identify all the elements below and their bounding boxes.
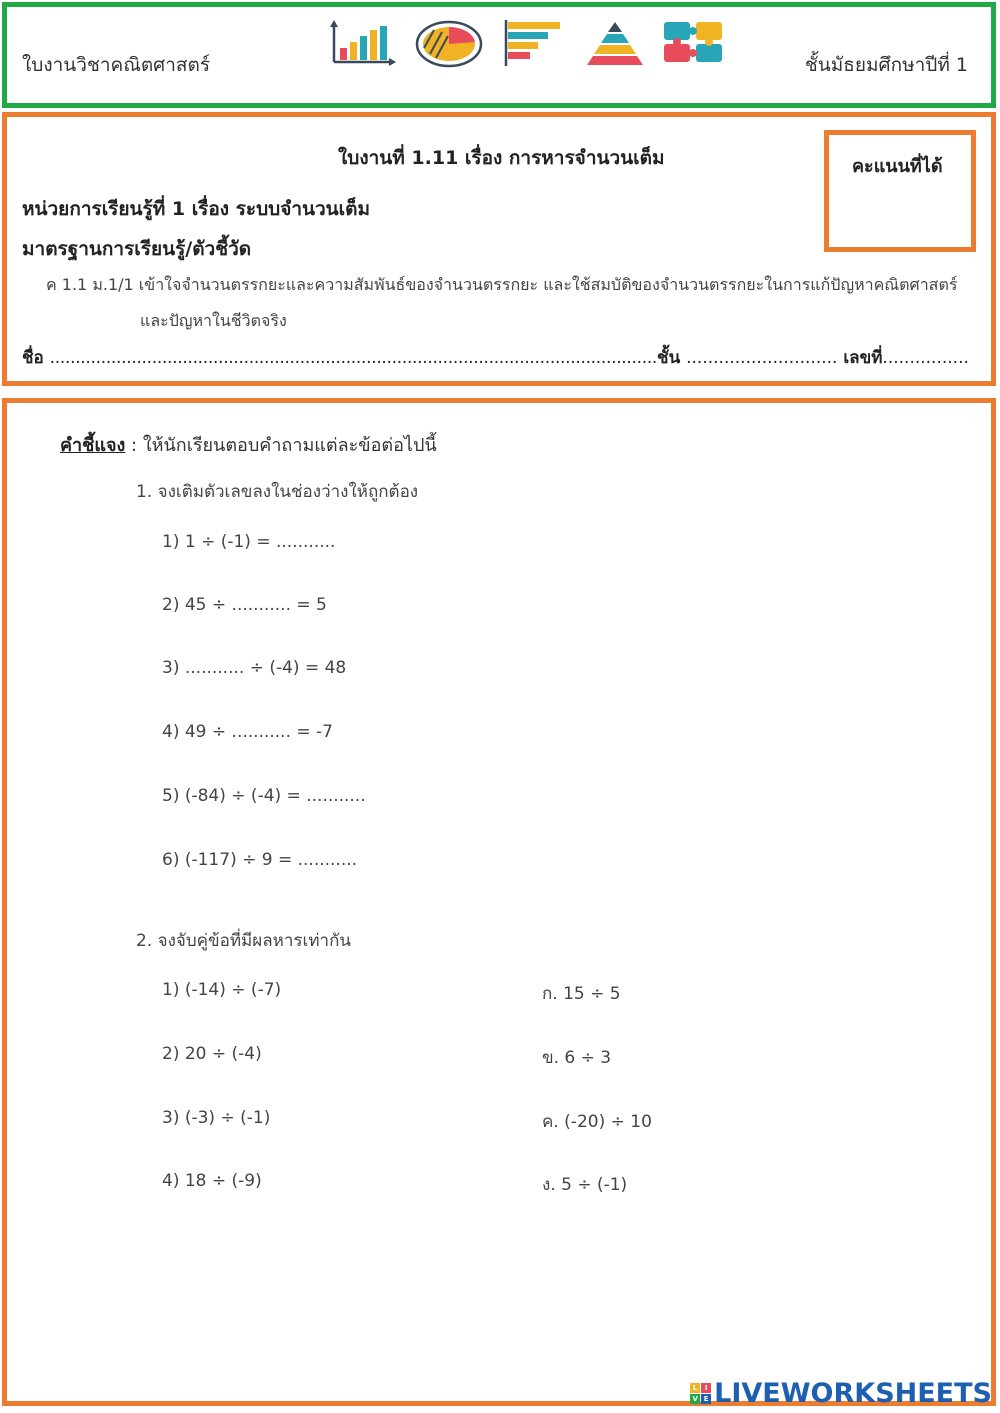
pyramid-chart-icon	[580, 18, 650, 68]
q1-item[interactable]: 1) 1 ÷ (-1) = ...........	[162, 532, 336, 552]
liveworksheets-logo[interactable]	[690, 1378, 992, 1409]
bar-chart-icon	[328, 18, 400, 68]
unit-title: หน่วยการเรียนรู้ที่ 1 เรื่อง ระบบจำนวนเต็ม	[22, 198, 371, 220]
q2-left-item[interactable]: 4) 18 ÷ (-9)	[162, 1171, 262, 1191]
horizontal-bar-chart-icon	[500, 18, 564, 68]
q1-item[interactable]: 3) ........... ÷ (-4) = 48	[162, 658, 347, 678]
q2-right-item[interactable]: ค. (-20) ÷ 10	[542, 1112, 652, 1132]
q1-item[interactable]: 5) (-84) ÷ (-4) = ...........	[162, 786, 366, 806]
q1-item[interactable]: 4) 49 ÷ ........... = -7	[162, 722, 333, 742]
q2-left-item[interactable]: 3) (-3) ÷ (-1)	[162, 1108, 271, 1128]
subject-title: ใบงานวิชาคณิตศาสตร์	[22, 54, 211, 76]
question-1-title: 1. จงเติมตัวเลขลงในช่องว่างให้ถูกต้อง	[136, 482, 419, 502]
question-2-title: 2. จงจับคู่ข้อที่มีผลหารเท่ากัน	[136, 931, 351, 951]
name-label: ชื่อ	[22, 348, 44, 368]
instructions	[60, 430, 437, 459]
score-label: คะแนนที่ได้	[852, 156, 943, 177]
q2-right-item[interactable]: ง. 5 ÷ (-1)	[542, 1175, 628, 1195]
q2-left-item[interactable]: 1) (-14) ÷ (-7)	[162, 980, 282, 1000]
q1-item[interactable]: 2) 45 ÷ ........... = 5	[162, 595, 327, 615]
class-blank[interactable]: ............................	[686, 348, 838, 368]
questions-frame	[2, 398, 996, 1406]
name-blank[interactable]: .......................................................................................................................	[49, 348, 658, 368]
number-label: เลขที่	[843, 348, 883, 368]
puzzle-icon	[660, 18, 730, 68]
standard-heading: มาตรฐานการเรียนรู้/ตัวชี้วัด	[22, 238, 252, 260]
q2-left-item[interactable]: 2) 20 ÷ (-4)	[162, 1044, 262, 1064]
q2-right-item[interactable]: ข. 6 ÷ 3	[542, 1048, 612, 1068]
worksheet-title: ใบงานที่ 1.11 เรื่อง การหารจำนวนเต็ม	[338, 147, 665, 169]
number-blank[interactable]: ................	[882, 348, 969, 368]
liveworksheets-logo-mark: L I V E	[690, 1383, 711, 1404]
student-info-line	[22, 344, 969, 371]
instructions-text: : ให้นักเรียนตอบคำถามแต่ละข้อต่อไปนี้	[131, 435, 437, 456]
class-label: ชั้น	[657, 348, 681, 368]
q2-right-item[interactable]: ก. 15 ÷ 5	[542, 984, 621, 1004]
standard-text-continued: และปัญหาในชีวิตจริง	[140, 311, 287, 330]
score-box	[824, 130, 976, 252]
standard-text: ค 1.1 ม.1/1 เข้าใจจำนวนตรรกยะและความสัมพันธ์ของจำนวนตรรกยะ และใช้สมบัติของจำนวนตรรกยะในการแก้ปัญหาคณิตศาสตร์	[46, 275, 958, 294]
grade-level: ชั้นมัธยมศึกษาปีที่ 1	[804, 54, 968, 76]
instructions-label: คำชี้แจง	[60, 435, 126, 456]
liveworksheets-logo-text: LIVEWORKSHEETS	[714, 1378, 992, 1409]
q1-item[interactable]: 6) (-117) ÷ 9 = ...........	[162, 850, 358, 870]
pie-chart-icon	[414, 18, 484, 68]
